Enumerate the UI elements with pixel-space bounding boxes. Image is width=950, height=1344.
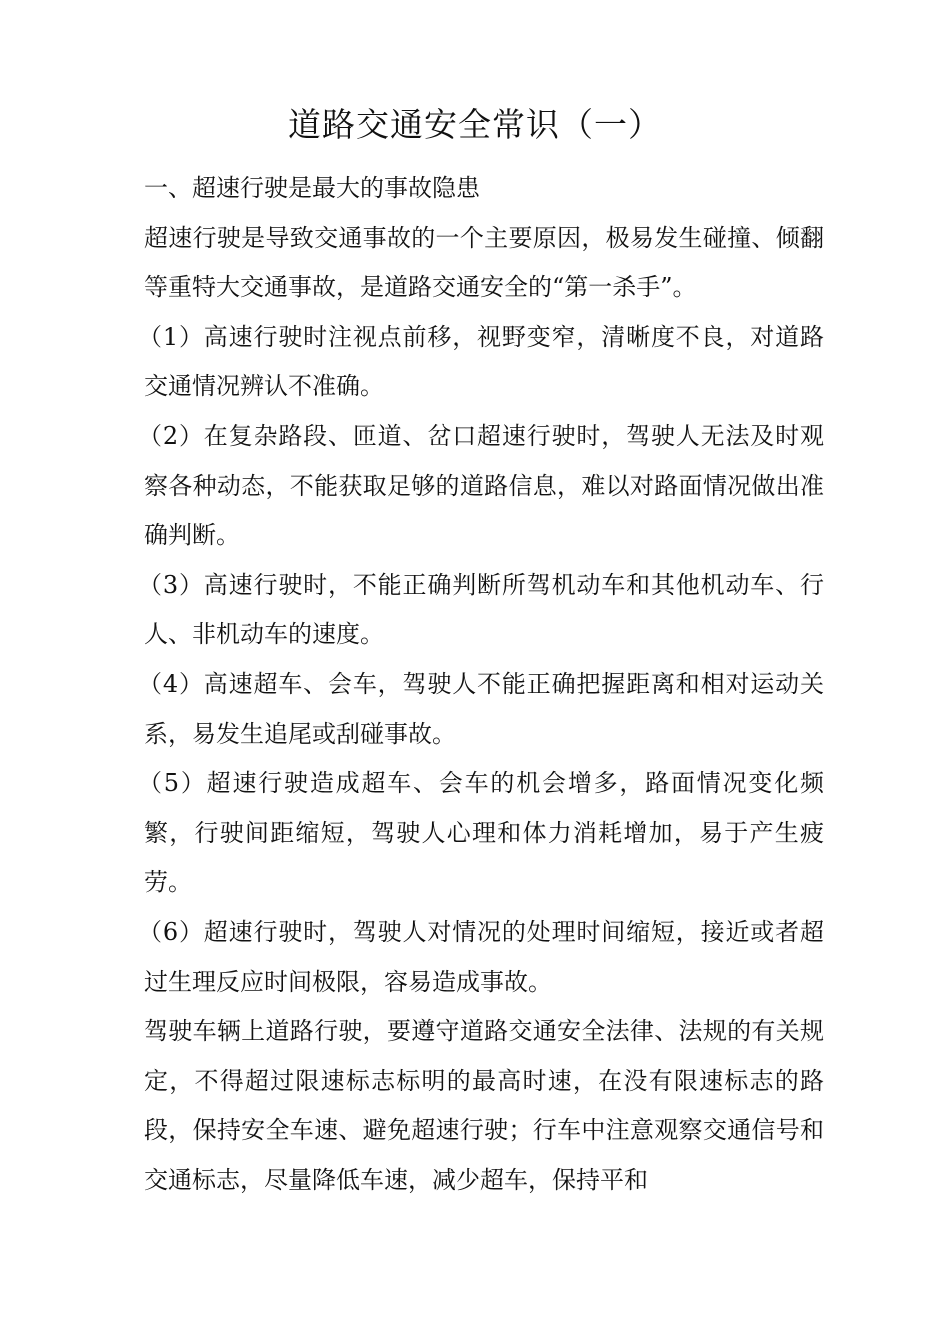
list-item-5: （5）超速行驶造成超车、会车的机会增多，路面情况变化频繁，行驶间距缩短，驾驶人心理和体力消耗增加，易于产生疲劳。 <box>138 769 824 897</box>
list-item-2: （2）在复杂路段、匝道、岔口超速行驶时，驾驶人无法及时观察各种动态，不能获取足够的道路信息，难以对路面情况做出准确判断。 <box>138 421 824 550</box>
list-item-4: （4）高速超车、会车，驾驶人不能正确把握距离和相对运动关系，易发生追尾或刮碰事故。 <box>138 669 824 748</box>
section-heading: 一、超速行驶是最大的事故隐患 <box>144 174 480 202</box>
list-item-6: （6）超速行驶时，驾驶人对情况的处理时间缩短，接近或者超过生理反应时间极限，容易造成事故。 <box>138 917 824 996</box>
closing-paragraph: 驾驶车辆上道路行驶，要遵守道路交通安全法律、法规的有关规定，不得超过限速标志标明的最高时速，在没有限速标志的路段，保持安全车速、避免超速行驶；行车中注意观察交通信号和交通标志，尽量降低车速，减少超车，保持平和 <box>144 1017 824 1194</box>
list-item-1: （1）高速行驶时注视点前移，视野变窄，清晰度不良，对道路交通情况辨认不准确。 <box>138 322 824 401</box>
intro-paragraph: 超速行驶是导致交通事故的一个主要原因，极易发生碰撞、倾翻等重特大交通事故，是道路交通安全的“第一杀手”。 <box>144 223 824 302</box>
list-item-3: （3）高速行驶时，不能正确判断所驾机动车和其他机动车、行人、非机动车的速度。 <box>138 570 824 649</box>
document-body <box>138 164 824 1205</box>
page-title: 道路交通安全常识（一） <box>288 105 662 144</box>
